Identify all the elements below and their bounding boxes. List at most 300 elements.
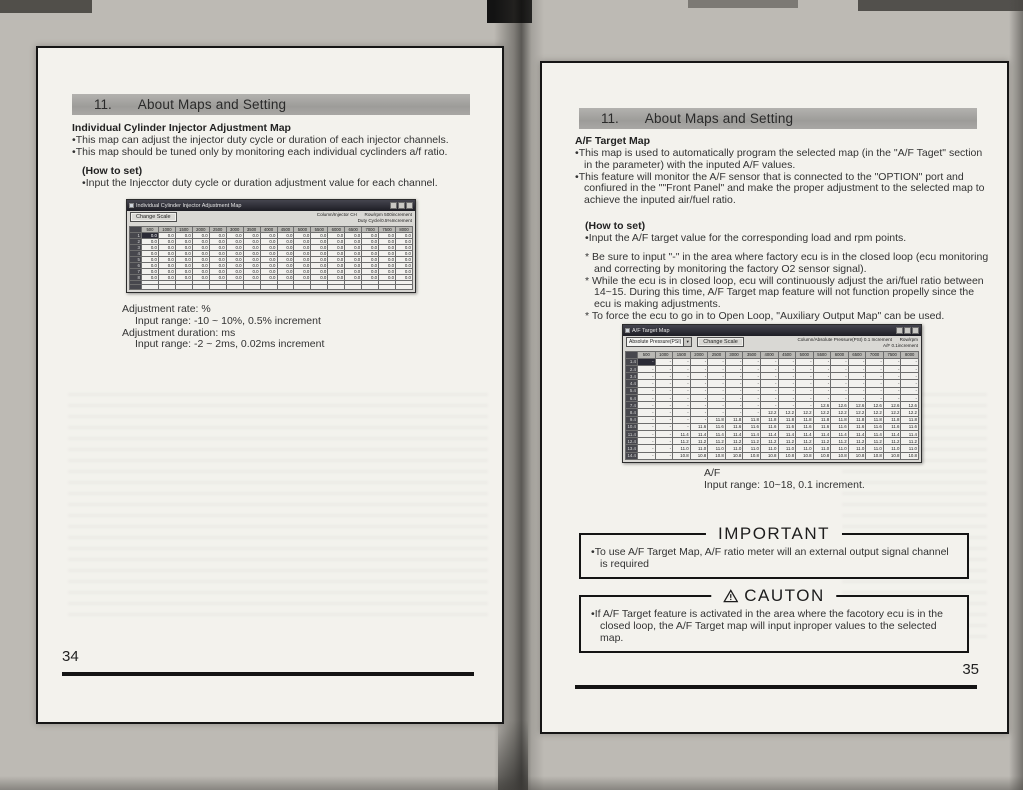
grid-cell: - <box>760 387 778 394</box>
grid-cell: 0.0 <box>175 250 192 256</box>
window-controls <box>390 202 413 209</box>
grid-cell: - <box>813 358 831 365</box>
grid-cell: 10.8 <box>760 452 778 459</box>
grid-cell: - <box>743 387 761 394</box>
grid-cell: 0.0 <box>277 232 294 238</box>
grid-cell: - <box>708 402 726 409</box>
grid-cell: 0.0 <box>226 268 243 274</box>
grid-cell: 0.0 <box>243 250 260 256</box>
grid-cell: 12.2 <box>760 409 778 416</box>
change-scale-button: Change Scale <box>130 212 177 222</box>
grid-cell: 12.2 <box>848 409 866 416</box>
map-grid-table <box>625 351 919 460</box>
grid-cell: 0.0 <box>142 238 159 244</box>
grid-cell: 11.2 <box>866 438 884 445</box>
grid-cell: - <box>725 402 743 409</box>
grid-cell: 11.8 <box>901 416 919 423</box>
grid-cell: 11.6 <box>883 423 901 430</box>
grid-cell: 0.0 <box>158 256 175 262</box>
grid-row-header <box>130 285 142 290</box>
grid-cell: - <box>831 366 849 373</box>
grid-cell: 0.0 <box>209 256 226 262</box>
grid-cell: 10.8 <box>796 452 814 459</box>
grid-cell: 0.0 <box>345 238 362 244</box>
grid-cell <box>328 285 345 290</box>
grid-cell: 0.0 <box>277 238 294 244</box>
grid-cell: 0.0 <box>328 268 345 274</box>
grid-cell: 11.4 <box>831 431 849 438</box>
grid-cell: 12.6 <box>901 402 919 409</box>
grid-cell: - <box>725 358 743 365</box>
grid-cell: 0.0 <box>175 244 192 250</box>
grid-cell: 11.0 <box>883 445 901 452</box>
grid-cell: 11.0 <box>725 445 743 452</box>
grid-cell: 0.0 <box>175 256 192 262</box>
grid-cell: 0.0 <box>277 250 294 256</box>
grid-cell: 10.8 <box>725 452 743 459</box>
grid-cell: - <box>708 380 726 387</box>
grid-cell: 0.0 <box>311 244 328 250</box>
grid-cell: 0.0 <box>328 262 345 268</box>
grid-cell: 11.6 <box>708 423 726 430</box>
grid-cell: 11.6 <box>778 423 796 430</box>
grid-cell: - <box>673 366 691 373</box>
grid-cell: 0.0 <box>345 262 362 268</box>
section-title-text: About Maps and Setting <box>644 111 794 126</box>
window-title: Individual Cylinder Injector Adjustment Map <box>136 202 242 209</box>
grid-cell: - <box>796 358 814 365</box>
grid-cell: 11.2 <box>901 438 919 445</box>
section-number: 11. <box>601 111 619 126</box>
grid-cell: - <box>796 366 814 373</box>
grid-column-header: 1000 <box>158 226 175 232</box>
grid-cell: - <box>655 409 673 416</box>
grid-cell: 11.6 <box>901 423 919 430</box>
grid-column-header: 2000 <box>690 351 708 358</box>
grid-cell <box>175 285 192 290</box>
important-title <box>706 524 842 544</box>
grid-cell: 10.8 <box>831 452 849 459</box>
map-title: A/F Target Map <box>575 135 651 147</box>
grid-row-header: 4.4 <box>626 380 638 387</box>
grid-cell: 0.0 <box>277 268 294 274</box>
grid-cell: - <box>831 380 849 387</box>
window-toolbar <box>127 211 415 225</box>
grid-cell: 11.6 <box>725 423 743 430</box>
grid-cell: 0.0 <box>175 268 192 274</box>
change-scale-button: Change Scale <box>697 337 744 347</box>
grid-cell: 0.0 <box>379 274 396 280</box>
grid-cell: - <box>796 402 814 409</box>
close-icon <box>406 202 413 209</box>
grid-column-header: 5000 <box>796 351 814 358</box>
grid-row-header: 2.4 <box>626 366 638 373</box>
warning-triangle-icon <box>723 589 738 603</box>
grid-cell: - <box>655 366 673 373</box>
grid-cell: - <box>883 387 901 394</box>
grid-cell: 0.0 <box>379 256 396 262</box>
minimize-icon <box>390 202 397 209</box>
grid-cell: - <box>831 373 849 380</box>
grid-cell: 0.0 <box>192 268 209 274</box>
grid-cell: 0.0 <box>396 250 413 256</box>
grid-cell: 0.0 <box>226 256 243 262</box>
grid-cell: 0.0 <box>226 274 243 280</box>
grid-cell: - <box>901 358 919 365</box>
grid-cell: 11.0 <box>743 445 761 452</box>
grid-cell: 0.0 <box>311 256 328 262</box>
grid-cell: 11.8 <box>883 416 901 423</box>
page-number: 34 <box>62 648 79 665</box>
grid-cell: 11.0 <box>760 445 778 452</box>
grid-cell: - <box>690 358 708 365</box>
grid-cell: 0.0 <box>362 244 379 250</box>
grid-cell: 11.8 <box>848 416 866 423</box>
grid-column-header: 2500 <box>209 226 226 232</box>
grid-cell: 10.8 <box>673 452 691 459</box>
grid-cell: 0.0 <box>260 244 277 250</box>
grid-cell: 0.0 <box>311 250 328 256</box>
grid-cell: - <box>638 373 656 380</box>
axis-info-line2: Duty Cycle/0.5%Increment <box>357 217 412 223</box>
window-title: A/F Target Map <box>632 327 670 334</box>
grid-cell: 0.0 <box>277 244 294 250</box>
caution-text: • If A/F Target feature is activated in the area where the facotory ecu is in the closed loop, the A/F Target map will input inproper values to the selected map. <box>591 608 957 644</box>
grid-cell: 0.0 <box>260 262 277 268</box>
grid-row-header: 7 <box>130 268 142 274</box>
grid-cell: - <box>673 358 691 365</box>
grid-cell: 0.0 <box>362 232 379 238</box>
grid-cell: - <box>796 387 814 394</box>
grid-cell: - <box>848 358 866 365</box>
grid-cell: 0.0 <box>294 244 311 250</box>
grid-cell: 0.0 <box>379 232 396 238</box>
grid-cell: - <box>638 366 656 373</box>
grid-cell: 0.0 <box>294 274 311 280</box>
grid-cell: - <box>638 380 656 387</box>
grid-cell: - <box>690 387 708 394</box>
grid-cell: 0.0 <box>328 238 345 244</box>
grid-cell: 11.2 <box>743 438 761 445</box>
grid-cell: 0.0 <box>345 274 362 280</box>
grid-cell: - <box>848 387 866 394</box>
grid-cell: 0.0 <box>294 262 311 268</box>
grid-cell: - <box>690 409 708 416</box>
page-right <box>540 61 1009 734</box>
app-icon <box>625 328 630 333</box>
grid-row-header: 12.4 <box>627 438 636 444</box>
grid-column-header: 5500 <box>311 226 328 232</box>
grid-cell <box>192 285 209 290</box>
grid-cell: 0.0 <box>226 250 243 256</box>
grid-cell: 11.0 <box>708 445 726 452</box>
grid-cell: 11.4 <box>883 431 901 438</box>
grid-cell: 0.0 <box>158 238 175 244</box>
grid-column-header: 5500 <box>813 351 831 358</box>
grid-cell: - <box>638 438 656 445</box>
grid-column-header: 7000 <box>866 351 884 358</box>
grid-row-header: 6.4 <box>626 394 638 401</box>
grid-cell: 0.0 <box>192 256 209 262</box>
grid-cell: 0.0 <box>345 256 362 262</box>
grid-cell: 0.0 <box>277 274 294 280</box>
grid-cell: - <box>655 445 673 452</box>
grid-cell: - <box>638 445 656 452</box>
grid-cell: - <box>690 394 708 401</box>
description-bullet: • This map can adjust the injector duty cycle or duration of each injector channels. <box>72 135 492 147</box>
grid-column-header: 8000 <box>396 226 413 232</box>
grid-cell: 0.0 <box>311 238 328 244</box>
grid-cell: 11.2 <box>796 438 814 445</box>
grid-column-header: 500 <box>142 226 159 232</box>
grid-cell: 0.0 <box>362 256 379 262</box>
axis-info-line1: Column/Absolute Pressure(PSI) 0.1 Increment Row/rpm <box>797 337 918 342</box>
grid-cell: 0.0 <box>158 244 175 250</box>
grid-cell: - <box>796 380 814 387</box>
close-icon <box>912 327 919 334</box>
grid-cell: - <box>673 387 691 394</box>
grid-cell: 11.2 <box>708 438 726 445</box>
grid-row-header: 1.4 <box>626 358 638 365</box>
grid-cell: 0.0 <box>379 268 396 274</box>
grid-cell: 11.8 <box>796 416 814 423</box>
grid-cell: 11.0 <box>831 445 849 452</box>
grid-cell: - <box>655 373 673 380</box>
grid-cell <box>142 285 159 290</box>
grid-cell: 11.2 <box>831 438 849 445</box>
how-to-set-bullet: • Input the Injecctor duty cycle or duration adjustment value for each channel. <box>82 178 482 190</box>
grid-cell: 0.0 <box>192 232 209 238</box>
grid-cell: 0.0 <box>294 256 311 262</box>
grid-cell: - <box>655 358 673 365</box>
grid-cell: 0.0 <box>226 244 243 250</box>
grid-cell: - <box>743 409 761 416</box>
grid-cell: - <box>848 373 866 380</box>
grid-cell: - <box>673 373 691 380</box>
grid-cell: 0.0 <box>209 232 226 238</box>
grid-row-header: 2 <box>130 238 142 244</box>
injector-map-grid <box>127 225 415 292</box>
grid-cell: 11.6 <box>796 423 814 430</box>
grid-cell: 0.0 <box>345 232 362 238</box>
grid-cell: - <box>638 416 656 423</box>
grid-cell: 11.0 <box>673 445 691 452</box>
grid-cell: - <box>690 373 708 380</box>
grid-cell: 0.0 <box>345 250 362 256</box>
grid-cell: - <box>866 366 884 373</box>
grid-cell <box>396 285 413 290</box>
grid-cell: 0.0 <box>379 262 396 268</box>
grid-cell: 11.4 <box>901 431 919 438</box>
grid-cell: 11.8 <box>831 416 849 423</box>
grid-cell: 0.0 <box>142 268 159 274</box>
grid-cell: 11.0 <box>813 445 831 452</box>
grid-cell: - <box>778 402 796 409</box>
grid-cell: 0.0 <box>311 274 328 280</box>
grid-cell: 11.0 <box>690 445 708 452</box>
grid-cell: 11.2 <box>673 438 691 445</box>
grid-cell: 0.0 <box>396 244 413 250</box>
grid-cell: - <box>848 366 866 373</box>
grid-column-header: 4500 <box>277 226 294 232</box>
section-header <box>579 108 977 129</box>
grid-cell: - <box>866 380 884 387</box>
grid-cell: 0.0 <box>192 238 209 244</box>
description-bullet: • This map is used to automatically program the selected map (in the "A/F Taget" section in the parameter) with the inputed A/F values. <box>575 148 987 172</box>
scale-dropdown-value: Absolute Pressure(PSI) <box>629 339 682 345</box>
grid-cell: - <box>883 366 901 373</box>
how-to-set-bullet: • Input the A/F target value for the corresponding load and rpm points. <box>585 233 990 245</box>
grid-column-header: 3000 <box>226 226 243 232</box>
grid-cell: 0.0 <box>345 244 362 250</box>
grid-cell: 0.0 <box>362 262 379 268</box>
app-icon <box>129 203 134 208</box>
grid-cell: - <box>655 438 673 445</box>
important-title-text: IMPORTANT <box>717 524 831 543</box>
grid-cell: - <box>725 394 743 401</box>
grid-cell: 0.0 <box>243 256 260 262</box>
grid-cell: - <box>813 373 831 380</box>
grid-cell: 10.8 <box>708 452 726 459</box>
grid-cell: 0.0 <box>158 274 175 280</box>
grid-cell: - <box>743 402 761 409</box>
grid-cell: 0.0 <box>396 274 413 280</box>
grid-cell: 11.0 <box>796 445 814 452</box>
grid-row-header: 9.4 <box>626 416 638 423</box>
grid-cell: - <box>655 416 673 423</box>
grid-row-header: 7.4 <box>626 402 638 409</box>
grid-row-header: 3 <box>130 244 142 250</box>
scan-artifact-top <box>0 0 1023 24</box>
map-description <box>72 135 492 159</box>
grid-cell: - <box>743 366 761 373</box>
grid-cell: - <box>778 387 796 394</box>
grid-cell: 12.6 <box>848 402 866 409</box>
grid-cell: 12.2 <box>866 409 884 416</box>
grid-cell: - <box>638 358 656 365</box>
grid-cell: 12.6 <box>813 402 831 409</box>
grid-column-header: 2000 <box>192 226 209 232</box>
af-label: A/F <box>704 467 721 479</box>
note-star: * To force the ecu to go in to Open Loop, "Auxiliary Output Map" can be used. <box>585 311 993 323</box>
how-to-set-steps <box>82 178 482 190</box>
grid-cell: 0.0 <box>142 274 159 280</box>
grid-cell: 11.4 <box>708 431 726 438</box>
scan-artifact-right <box>1009 0 1023 790</box>
grid-cell: 12.2 <box>813 409 831 416</box>
grid-row-header: 4 <box>130 250 142 256</box>
grid-cell: 12.6 <box>831 402 849 409</box>
book-spine-shadow-bottom <box>498 720 528 790</box>
grid-cell: - <box>901 394 919 401</box>
grid-cell: 0.0 <box>175 274 192 280</box>
grid-column-header: 1500 <box>175 226 192 232</box>
note-line: Input range: -2 ~ 2ms, 0.02ms increment <box>135 338 325 351</box>
grid-cell <box>362 285 379 290</box>
grid-column-header: 4000 <box>760 351 778 358</box>
grid-row-header: 1 <box>130 232 142 238</box>
axis-info <box>797 337 918 349</box>
grid-cell: 0.0 <box>243 244 260 250</box>
grid-cell: 0.0 <box>328 274 345 280</box>
note-line: Adjustment duration: ms <box>122 326 236 339</box>
grid-cell: 0.0 <box>311 232 328 238</box>
grid-cell: 12.2 <box>883 409 901 416</box>
grid-cell: 11.6 <box>831 423 849 430</box>
grid-cell: 0.0 <box>379 244 396 250</box>
grid-cell: 0.0 <box>209 250 226 256</box>
grid-cell: 11.8 <box>760 416 778 423</box>
grid-cell: 0.0 <box>294 238 311 244</box>
note-star: * Be sure to input "-" in the area where factory ecu is in the closed loop (ecu monitoring and correcting by monitoring the factory O2 sensor signal). <box>585 252 993 276</box>
how-to-set-label: (How to set) <box>82 165 143 177</box>
grid-cell: 0.0 <box>379 250 396 256</box>
grid-cell: - <box>708 409 726 416</box>
grid-cell: 0.0 <box>294 250 311 256</box>
grid-cell: - <box>796 373 814 380</box>
grid-cell: 0.0 <box>192 274 209 280</box>
grid-cell: 0.0 <box>243 232 260 238</box>
caution-title <box>711 586 836 606</box>
grid-cell: 11.2 <box>690 438 708 445</box>
page-left <box>36 46 504 724</box>
grid-row-header: 14.4 <box>627 453 636 459</box>
grid-cell <box>379 285 396 290</box>
grid-column-header: 7500 <box>379 226 396 232</box>
grid-cell: - <box>655 380 673 387</box>
scale-dropdown <box>626 337 692 347</box>
grid-cell: - <box>848 380 866 387</box>
how-to-set-label: (How to set) <box>585 220 646 232</box>
map-grid-table <box>129 226 413 290</box>
grid-column-header: 3000 <box>725 351 743 358</box>
grid-cell: - <box>883 380 901 387</box>
grid-cell: - <box>778 373 796 380</box>
grid-cell: 11.0 <box>848 445 866 452</box>
grid-cell: 0.0 <box>311 268 328 274</box>
grid-column-header: 5000 <box>294 226 311 232</box>
grid-cell: 0.0 <box>175 238 192 244</box>
window-titlebar <box>127 200 415 211</box>
grid-cell: - <box>725 373 743 380</box>
grid-cell: - <box>725 387 743 394</box>
grid-cell: 0.0 <box>142 256 159 262</box>
grid-cell: - <box>778 394 796 401</box>
grid-row-header: 10.4 <box>627 424 636 430</box>
grid-cell: 11.6 <box>866 423 884 430</box>
grid-cell: 0.0 <box>209 244 226 250</box>
grid-cell: - <box>866 387 884 394</box>
grid-cell: - <box>848 394 866 401</box>
grid-cell: 0.0 <box>294 232 311 238</box>
grid-column-header: 6500 <box>345 226 362 232</box>
grid-cell: 0.0 <box>142 250 159 256</box>
af-range-line: Input range: 10~18, 0.1 increment. <box>704 478 865 491</box>
grid-cell: 0.0 <box>260 238 277 244</box>
grid-cell: 0.0 <box>260 268 277 274</box>
grid-cell: 11.2 <box>813 438 831 445</box>
grid-cell: - <box>883 394 901 401</box>
grid-column-header: 7500 <box>883 351 901 358</box>
grid-cell: 11.2 <box>778 438 796 445</box>
grid-cell: 0.0 <box>396 262 413 268</box>
grid-cell: 0.0 <box>260 274 277 280</box>
grid-cell: - <box>796 394 814 401</box>
grid-cell: 10.8 <box>883 452 901 459</box>
grid-row-header: 13.4 <box>627 446 636 452</box>
page-number: 35 <box>962 661 979 678</box>
important-box <box>579 524 969 579</box>
